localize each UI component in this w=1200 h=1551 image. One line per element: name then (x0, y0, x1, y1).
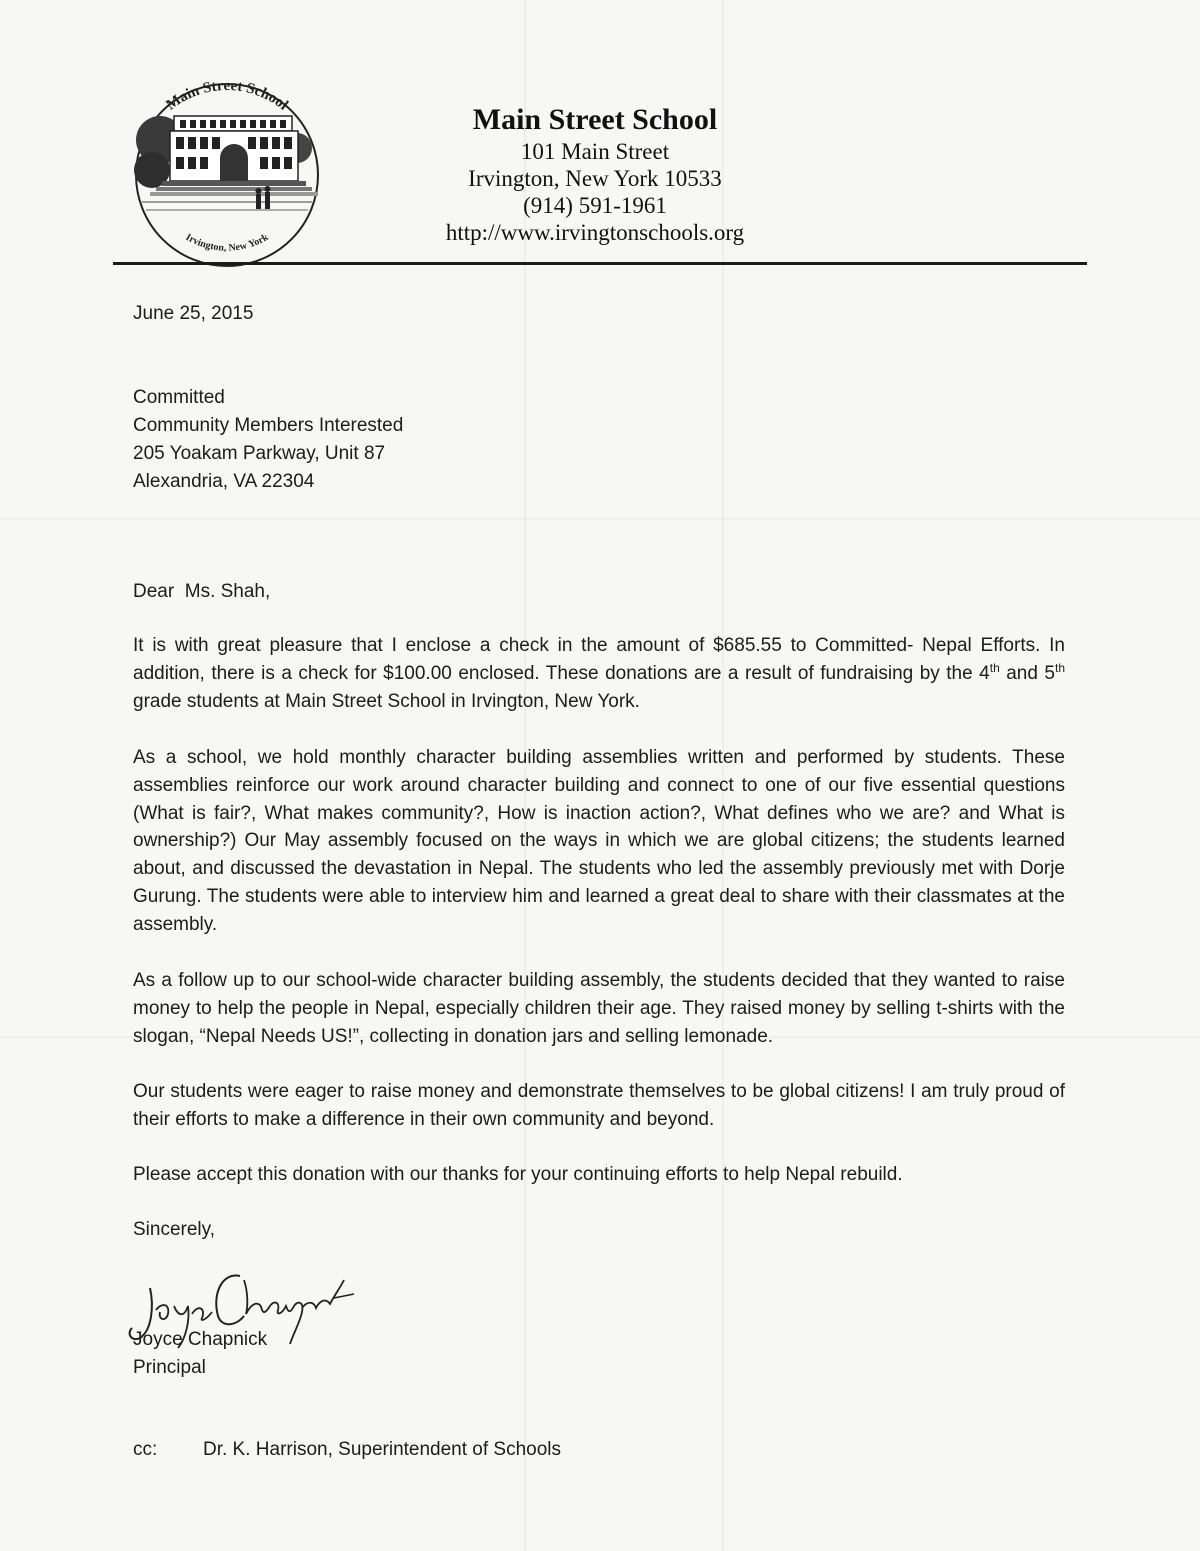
address-city: Irvington, New York 10533 (468, 166, 722, 191)
recipient-address (133, 384, 403, 496)
recipient-line: Alexandria, VA 22304 (133, 471, 315, 492)
school-name: Main Street School (472, 103, 718, 136)
cc-recipient: Dr. K. Harrison, Superintendent of Schools (203, 1439, 562, 1460)
body-paragraph-4: Our students were eager to raise money and demonstrate themselves to be global citizens! I am truly proud of their efforts to make a difference in their own community and beyond. (133, 1081, 1065, 1130)
seal-text-bottom: Irvington, New York (183, 231, 271, 254)
body-paragraph-1 (133, 632, 1065, 715)
p1-text-a: It is with great pleasure that I enclose a check in the amount of $685.55 to Committed- Nepal Efforts. In addition, there is a check for $100.00 enclosed. These donations are a result of fundraising by the 4 (133, 635, 1065, 684)
body-paragraph-5: Please accept this donation with our thanks for your continuing efforts to help Nepal rebuild. (133, 1164, 903, 1185)
p1-text-b: and 5 (999, 662, 1055, 684)
body-paragraph-3: As a follow up to our school-wide character building assembly, the students decided that they wanted to raise money to help the people in Nepal, especially children their age. They raised money by selling t-shirts with the slogan, “Nepal Needs US!”, collecting in donation jars and selling lemonade. (133, 970, 1065, 1047)
body-paragraph-2: As a school, we hold monthly character building assemblies written and performed by students. These assemblies reinforce our work around character building and connect to one of our five essential questions (What is fair?, What makes community?, How is inaction action?, What defines who we are? and What is ownership?) Our May assembly focused on the ways in which we are global citizens; the students learned about, and discussed the devastation in Nepal. The students who led the assembly previously met with Dorje Gurung. The students were able to interview him and learned a great deal to share with their classmates at the assembly. (133, 747, 1065, 935)
letterhead (400, 102, 790, 246)
recipient-line: Committed (133, 387, 225, 408)
salutation: Dear Ms. Shah, (133, 581, 271, 602)
recipient-line: 205 Yoakam Parkway, Unit 87 (133, 443, 386, 464)
phone-number: (914) 591-1961 (523, 193, 667, 218)
website-url: http://www.irvingtonschools.org (445, 220, 745, 245)
fold-mark (0, 518, 1200, 520)
header-divider (113, 262, 1087, 265)
school-seal-logo (122, 70, 332, 270)
signer-title: Principal (133, 1357, 206, 1378)
cc-label: cc: (133, 1439, 158, 1460)
seal-text-top: Main Street School (163, 78, 291, 114)
recipient-line: Community Members Interested (133, 415, 404, 436)
p1-text-c: grade students at Main Street School in Irvington, New York. (133, 690, 640, 712)
letter-date: June 25, 2015 (133, 303, 254, 324)
address-street: 101 Main Street (520, 139, 670, 164)
ordinal-suffix: th (1055, 660, 1066, 675)
closing: Sincerely, (133, 1219, 216, 1240)
signer-name: Joyce Chapnick (133, 1329, 268, 1350)
ordinal-suffix: th (989, 660, 1000, 675)
